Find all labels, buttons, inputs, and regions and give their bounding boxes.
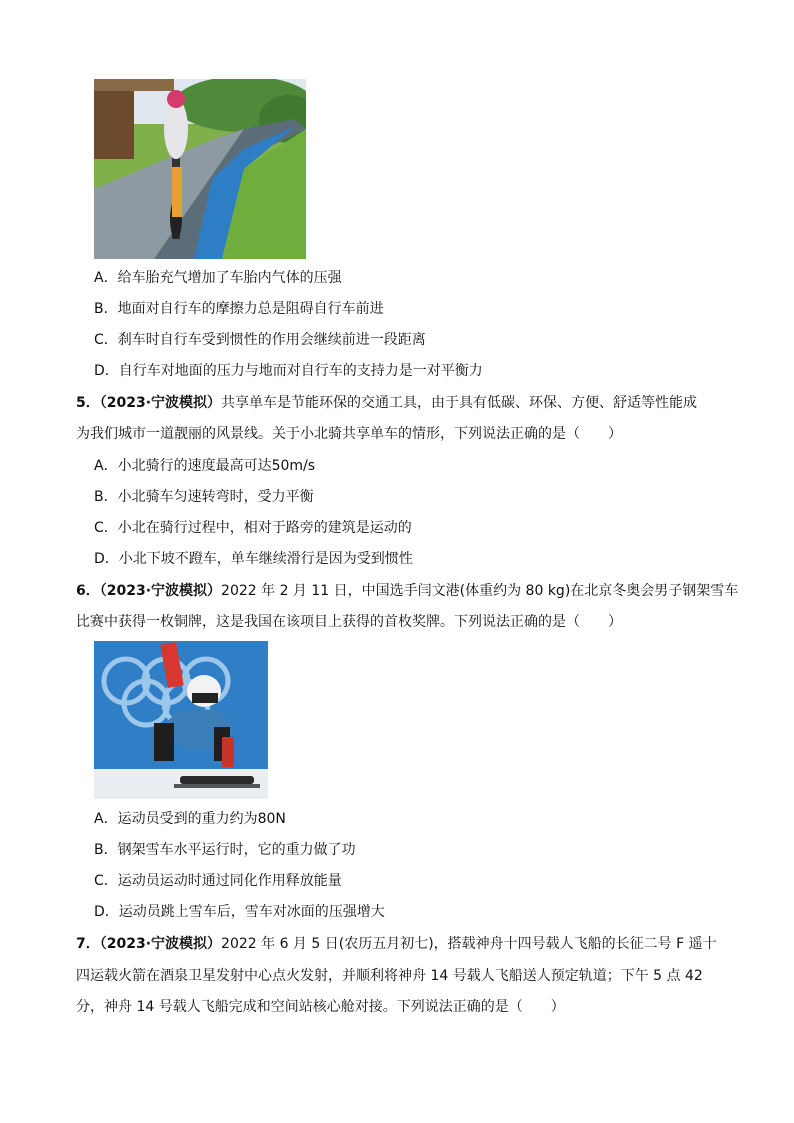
q7-stem-line-2: 四运载火箭在酒泉卫星发射中心点火发射，并顺利将神舟 14 号载人飞船送人预定轨道；下午 5 点 42 <box>76 968 703 984</box>
q4-option-a: A．给车胎充气增加了车胎内气体的压强 <box>94 270 342 286</box>
q6-option-d: D．运动员跳上雪车后，雪车对冰面的压强增大 <box>94 904 385 920</box>
q5-source: （2023·宁波模拟） <box>99 395 222 411</box>
q6-source: （2023·宁波模拟） <box>99 583 222 599</box>
q5-number: 5． <box>76 395 100 411</box>
q7-number: 7． <box>76 936 100 952</box>
q5-stem-line-1 <box>76 393 697 413</box>
q7-source: （2023·宁波模拟） <box>99 936 222 952</box>
q6-stem-line-1 <box>76 581 738 601</box>
q5-option-a: A．小北骑行的速度最高可达50m/s <box>94 458 316 474</box>
q5-option-b: B．小北骑车匀速转弯时，受力平衡 <box>94 489 314 505</box>
q6-stem-text: 2022 年 2 月 11 日，中国选手闫文港(体重约为 80 kg)在北京冬奥会男子钢架雪车 <box>221 583 739 599</box>
skeleton-athlete-photo <box>94 641 268 799</box>
q6-option-c: C．运动员运动时通过同化作用释放能量 <box>94 873 342 889</box>
q6-stem-line-2: 比赛中获得一枚铜牌，这是我国在该项目上获得的首枚奖牌。下列说法正确的是（ ） <box>76 614 622 630</box>
q5-stem-text: 共享单车是节能环保的交通工具，由于具有低碳、环保、方便、舒适等性能成 <box>221 395 698 411</box>
q5-option-c: C．小北在骑行过程中，相对于路旁的建筑是运动的 <box>94 520 412 536</box>
q7-stem-text: 2022 年 6 月 5 日(农历五月初七)，搭载神舟十四号载人飞船的长征二号 F 遥十 <box>221 936 717 952</box>
q6-option-b: B．钢架雪车水平运行时，它的重力做了功 <box>94 842 356 858</box>
q5-stem-line-2: 为我们城市一道靓丽的风景线。关于小北骑共享单车的情形，下列说法正确的是（ ） <box>76 426 622 442</box>
q6-option-a: A．运动员受到的重力约为80N <box>94 811 286 827</box>
q6-number: 6． <box>76 583 100 599</box>
q4-option-d: D．自行车对地面的压力与地而对自行车的支持力是一对平衡力 <box>94 363 483 379</box>
q4-option-c: C．刹车时自行车受到惯性的作用会继续前进一段距离 <box>94 332 426 348</box>
q7-stem-line-3: 分，神舟 14 号载人飞船完成和空间站核心舱对接。下列说法正确的是（ ） <box>76 999 565 1015</box>
q4-option-b: B．地面对自行车的摩擦力总是阻碍自行车前进 <box>94 301 384 317</box>
cyclist-photo <box>94 79 306 259</box>
q7-stem-line-1 <box>76 934 717 954</box>
q5-option-d: D．小北下坡不蹬车，单车继续滑行是因为受到惯性 <box>94 551 413 567</box>
